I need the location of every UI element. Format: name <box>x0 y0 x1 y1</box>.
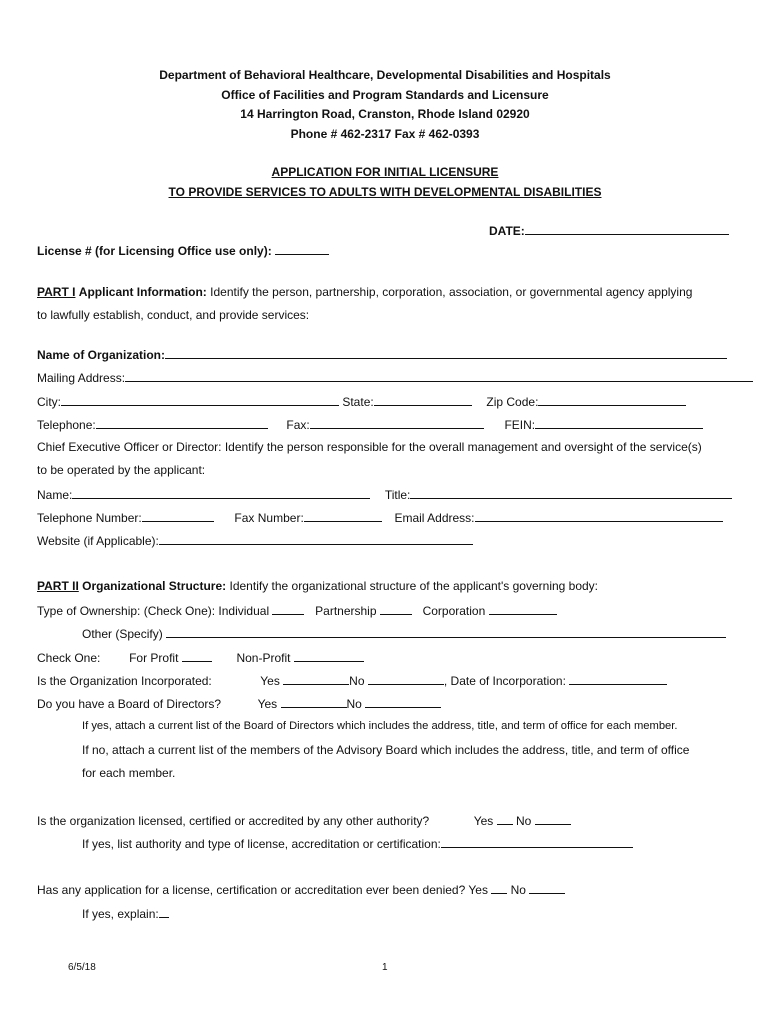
date-row <box>489 223 729 238</box>
denied-no-label: No <box>510 883 526 897</box>
license-label: License # (for Licensing Office use only): <box>37 244 272 258</box>
licensed-no-field[interactable] <box>535 813 571 825</box>
for-profit-label: For Profit <box>129 651 179 665</box>
non-profit-label: Non-Profit <box>236 651 291 665</box>
date-field[interactable] <box>525 223 729 235</box>
board-question: Do you have a Board of Directors? <box>37 697 222 711</box>
fax-field[interactable] <box>310 417 484 429</box>
part2-intro-text: Identify the organizational structure of the applicant's governing body: <box>229 579 599 593</box>
zip-field[interactable] <box>538 394 686 406</box>
fein-label: FEIN: <box>504 418 536 432</box>
ceo-name-row <box>37 487 732 502</box>
corporation-checkbox[interactable] <box>489 603 557 615</box>
mailing-row <box>37 370 753 385</box>
board-yes-field[interactable] <box>281 696 347 708</box>
incorporated-no-label: No <box>349 674 365 688</box>
city-label: City: <box>37 395 61 409</box>
website-field[interactable] <box>159 533 473 545</box>
ceo-row <box>37 440 702 454</box>
board-yes-label: Yes <box>257 697 278 711</box>
ceo-name-field[interactable] <box>72 487 370 499</box>
office-name: Office of Facilities and Program Standards and Licensure <box>221 87 549 102</box>
part1-subheading: Applicant Information: <box>78 285 207 299</box>
licensed-yes-field[interactable] <box>497 813 513 825</box>
individual-checkbox[interactable] <box>272 603 304 615</box>
ownership-label: Type of Ownership: (Check One): <box>37 604 216 618</box>
partnership-checkbox[interactable] <box>380 603 412 615</box>
part2-intro-row <box>37 579 598 593</box>
denied-explain-label: If yes, explain: <box>82 907 159 921</box>
fax-label: Fax: <box>286 418 310 432</box>
incorporated-question: Is the Organization Incorporated: <box>37 674 212 688</box>
ceo-telephone-field[interactable] <box>142 510 214 522</box>
profit-row <box>37 650 364 665</box>
denied-explain-field[interactable] <box>159 906 169 918</box>
other-field[interactable] <box>166 626 726 638</box>
non-profit-checkbox[interactable] <box>294 650 364 662</box>
other-row <box>82 626 726 641</box>
incorporated-yes-field[interactable] <box>283 673 349 685</box>
telephone-row <box>37 417 703 432</box>
board-yes-note: If yes, attach a current list of the Board of Directors which includes the address, title, and term of office for each member. <box>82 720 678 732</box>
incorporated-row <box>37 673 667 688</box>
part1-intro-row2 <box>37 308 309 322</box>
agency-name: Department of Behavioral Healthcare, Developmental Disabilities and Hospitals <box>159 68 611 82</box>
board-no-note2: for each member. <box>82 766 176 780</box>
ownership-row <box>37 603 557 618</box>
license-field[interactable] <box>275 243 329 255</box>
website-row <box>37 533 473 548</box>
ceo-fax-field[interactable] <box>304 510 382 522</box>
ceo-fax-label: Fax Number: <box>234 511 304 525</box>
for-profit-checkbox[interactable] <box>182 650 212 662</box>
licensed-explain-label: If yes, list authority and type of license, accreditation or certification: <box>82 837 441 851</box>
part1-intro-text: Identify the person, partnership, corporation, association, or governmental agency applying <box>210 285 693 299</box>
agency-phone-fax: Phone # 462-2317 Fax # 462-0393 <box>290 126 480 141</box>
mailing-label: Mailing Address: <box>37 371 126 385</box>
licensed-question: Is the organization licensed, certified or accredited by any other authority? <box>37 814 430 828</box>
partnership-label: Partnership <box>315 604 377 618</box>
city-row <box>37 394 686 409</box>
form-title-line2: TO PROVIDE SERVICES TO ADULTS WITH DEVELOPMENTAL DISABILITIES <box>168 184 602 199</box>
telephone-field[interactable] <box>96 417 268 429</box>
zip-label: Zip Code: <box>486 395 539 409</box>
form-title <box>0 163 770 202</box>
ceo-telephone-label: Telephone Number: <box>37 511 142 525</box>
denied-no-field[interactable] <box>529 882 565 894</box>
part1-intro-row <box>37 285 692 299</box>
agency-header <box>0 66 770 144</box>
part2-heading: PART II <box>37 579 79 593</box>
telephone-label: Telephone: <box>37 418 96 432</box>
board-yes-note-row <box>82 720 678 732</box>
ceo-contact-row <box>37 510 723 525</box>
fein-field[interactable] <box>535 417 703 429</box>
incorporation-date-label: , Date of Incorporation: <box>443 674 566 688</box>
licensed-yes-label: Yes <box>473 814 494 828</box>
denied-yes-label: Yes <box>468 883 488 897</box>
agency-address: 14 Harrington Road, Cranston, Rhode Island 02920 <box>240 107 530 122</box>
license-row <box>37 243 329 258</box>
footer-date: 6/5/18 <box>68 962 96 973</box>
ceo-email-field[interactable] <box>475 510 723 522</box>
date-label: DATE: <box>489 224 525 238</box>
ceo-row2 <box>37 463 205 477</box>
check-one-label: Check One: <box>37 651 101 665</box>
denied-row <box>37 882 565 897</box>
other-label: Other (Specify) <box>82 627 163 641</box>
board-no-note: If no, attach a current list of the members of the Advisory Board which includes the address, title, and term of office <box>82 743 690 757</box>
incorporation-date-field[interactable] <box>569 673 667 685</box>
ceo-name-label: Name: <box>37 488 73 502</box>
ceo-instructions2: to be operated by the applicant: <box>37 463 206 477</box>
part1-heading: PART I <box>37 285 76 299</box>
licensed-explain-field[interactable] <box>441 836 633 848</box>
board-no-label: No <box>346 697 362 711</box>
page-number: 1 <box>382 962 388 973</box>
city-field[interactable] <box>61 394 339 406</box>
board-no-note-row2 <box>82 766 175 780</box>
org-name-row <box>37 347 727 362</box>
state-label: State: <box>342 395 374 409</box>
website-label: Website (if Applicable): <box>37 534 159 548</box>
form-title-line1: APPLICATION FOR INITIAL LICENSURE <box>271 165 499 179</box>
board-row <box>37 696 441 711</box>
mailing-field[interactable] <box>125 370 753 382</box>
individual-label: Individual <box>218 604 270 618</box>
incorporated-yes-label: Yes <box>260 674 280 688</box>
ceo-email-label: Email Address: <box>394 511 475 525</box>
ceo-instructions: Chief Executive Officer or Director: Identify the person responsible for the overall management and oversight of the service(s) <box>37 440 702 454</box>
board-no-note-row <box>82 743 689 757</box>
denied-yes-field[interactable] <box>491 882 507 894</box>
ceo-title-label: Title: <box>384 488 411 502</box>
incorporated-no-field[interactable] <box>368 673 444 685</box>
org-name-label: Name of Organization: <box>37 348 166 362</box>
denied-question: Has any application for a license, certification or accreditation ever been denied? <box>37 883 466 897</box>
part2-subheading: Organizational Structure: <box>82 579 227 593</box>
state-field[interactable] <box>374 394 472 406</box>
board-no-field[interactable] <box>365 696 441 708</box>
ceo-title-field[interactable] <box>410 487 732 499</box>
licensed-row <box>37 813 571 828</box>
licensed-no-label: No <box>515 814 532 828</box>
org-name-field[interactable] <box>165 347 727 359</box>
licensed-explain-row <box>82 836 633 851</box>
part1-intro-text2: to lawfully establish, conduct, and provide services: <box>37 308 310 322</box>
corporation-label: Corporation <box>422 604 486 618</box>
denied-explain-row <box>82 906 169 921</box>
